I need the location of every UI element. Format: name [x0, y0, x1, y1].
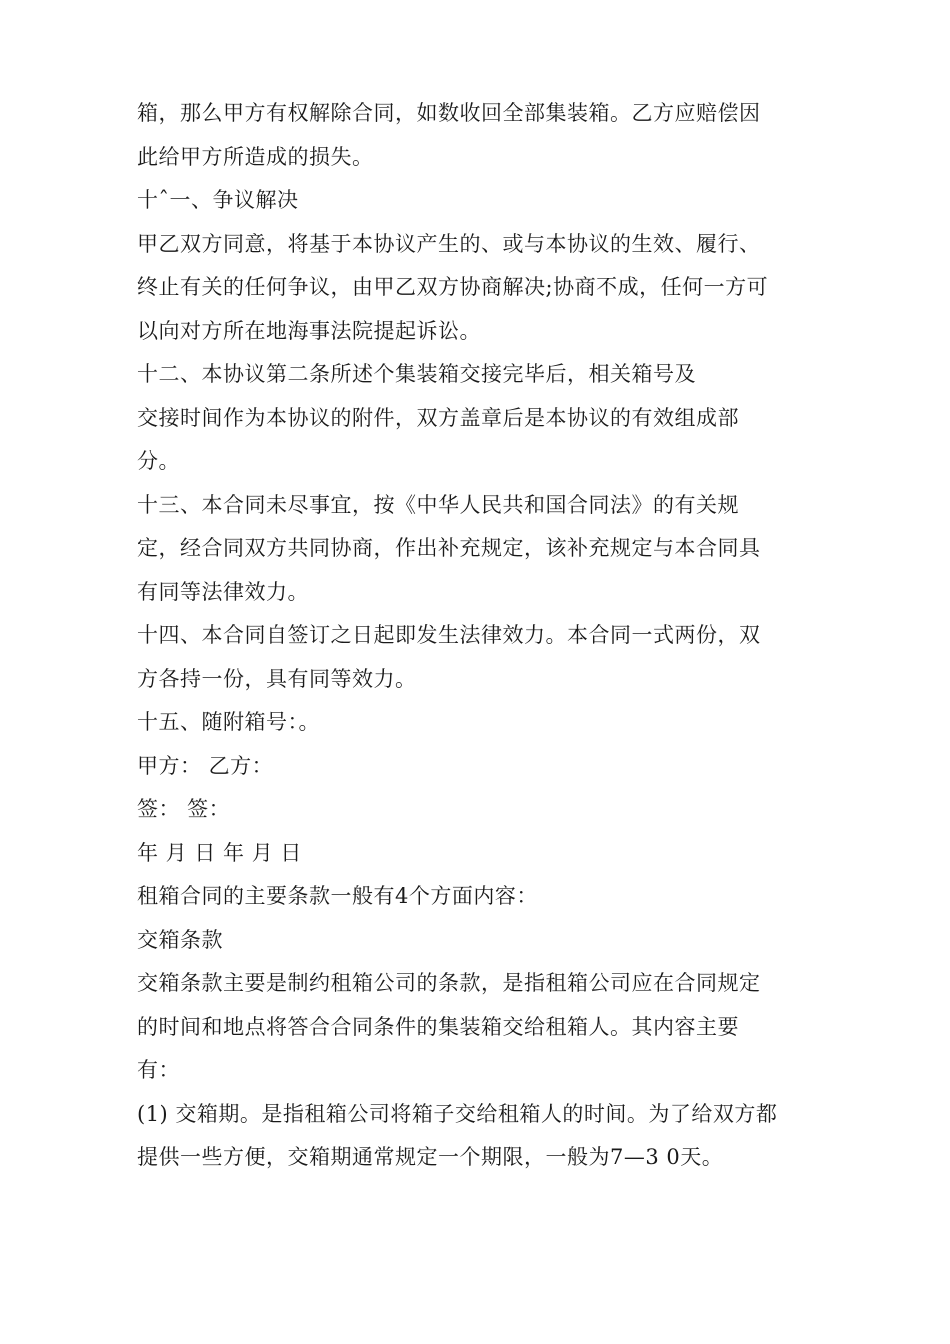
text-line: 十三、本合同未尽事宜，按《中华人民共和国合同法》的有关规 — [137, 492, 739, 517]
text-line: (1) 交箱期。是指租箱公司将箱子交给租箱人的时间。为了给双方都 — [137, 1101, 778, 1126]
text-line: 提供一些方便，交箱期通常规定一个期限，一般为7—3 0天。 — [137, 1145, 724, 1169]
document-body — [137, 92, 817, 1180]
section-heading: 十ˆ一、争议解决 — [137, 188, 299, 212]
text-line: 分。 — [137, 449, 180, 473]
text-line: 十五、随附箱号：。 — [137, 710, 320, 734]
text-line: 有同等法律效力。 — [137, 579, 309, 604]
text-line: 终止有关的任何争议，由甲乙双方协商解决;协商不成，任何一方可 — [137, 275, 769, 299]
text-line: 以向对方所在地海事法院提起诉讼。 — [137, 318, 481, 343]
text-line: 的时间和地点将答合合同条件的集装箱交给租箱人。其内容主要 — [137, 1014, 739, 1039]
date-labels: 年 月 日 年 月 日 — [137, 840, 302, 865]
party-labels: 甲方： 乙方： — [137, 753, 274, 778]
text-line: 十四、本合同自签订之日起即发生法律效力。本合同一式两份，双 — [137, 623, 761, 647]
text-line: 租箱合同的主要条款一般有4个方面内容： — [137, 884, 538, 908]
text-line: 交箱条款主要是制约租箱公司的条款，是指租箱公司应在合同规定 — [137, 971, 761, 995]
text-line: 此给甲方所造成的损失。 — [137, 144, 374, 169]
text-line: 十二、本协议第二条所述个集装箱交接完毕后，相关箱号及 — [137, 362, 696, 386]
signature-labels: 签： 签： — [137, 797, 231, 821]
section-heading: 交箱条款 — [137, 927, 223, 952]
text-line: 交接时间作为本协议的附件，双方盖章后是本协议的有效组成部 — [137, 405, 739, 430]
text-line: 箱，那么甲方有权解除合同，如数收回全部集装箱。乙方应赔偿因 — [137, 101, 761, 125]
text-line: 方各持一份，具有同等效力。 — [137, 666, 417, 691]
text-line: 有： — [137, 1058, 180, 1082]
text-line: 定，经合同双方共同协商，作出补充规定，该补充规定与本合同具 — [137, 536, 761, 560]
text-line: 甲乙双方同意，将基于本协议产生的、或与本协议的生效、履行、 — [137, 231, 761, 256]
